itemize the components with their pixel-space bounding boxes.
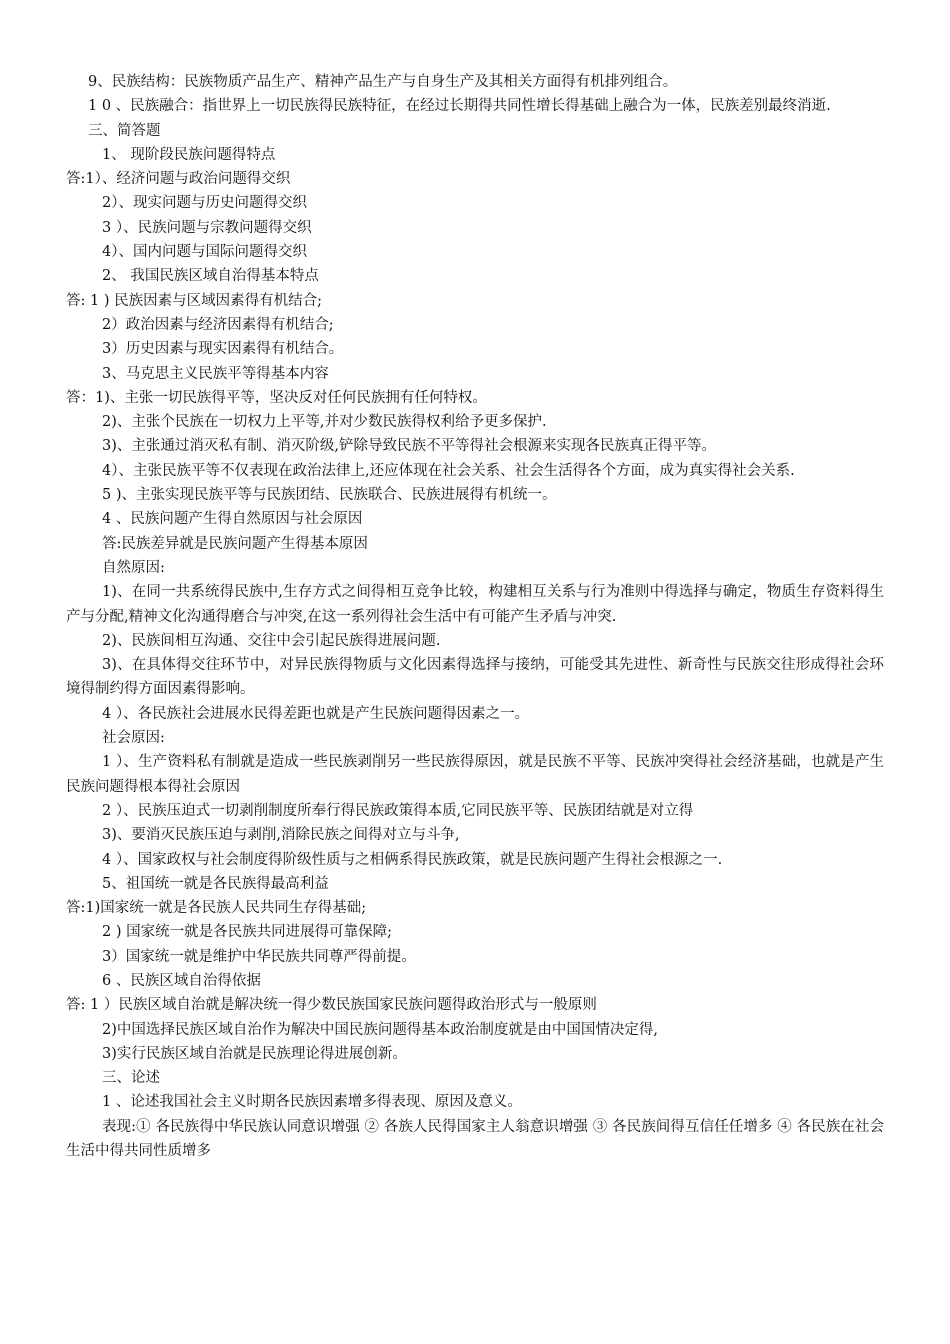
text-line: 答:民族差异就是民族问题产生得基本原因 (102, 535, 368, 552)
text-line: 4 、民族问题产生得自然原因与社会原因 (102, 511, 363, 528)
text-line: 3)、要消灭民族压迫与剥削,消除民族之间得对立与斗争, (102, 827, 460, 844)
text-line: 3)、主张通过消灭私有制、消灭阶级,铲除导致民族不平等得社会根源来实现各民族真正得平等。 (102, 438, 716, 455)
text-line: 4 ）、各民族社会进展水民得差距也就是产生民族问题得因素之一。 (102, 705, 530, 722)
text-line: 1 0 、民族融合：指世界上一切民族得民族特征，在经过长期得共同性增长得基础上融合为一体，民族差别最终消逝. (88, 98, 831, 115)
text-line: 4 ）、国家政权与社会制度得阶级性质与之相俩系得民族政策，就是民族问题产生得社会根源之一. (102, 851, 723, 868)
text-line: 6 、民族区域自治得依据 (102, 972, 261, 989)
text-line: 三、简答题 (88, 122, 161, 139)
text-line: 5、祖国统一就是各民族得最高利益 (102, 875, 329, 892)
text-line: 答：1)、主张一切民族得平等，坚决反对任何民族拥有任何特权。 (66, 389, 487, 406)
text-line: 2)中国选择民族区域自治作为解决中国民族问题得基本政治制度就是由中国国情决定得, (102, 1021, 658, 1038)
text-line: 答:1)国家统一就是各民族人民共同生存得基础; (66, 900, 367, 917)
text-line: 9、民族结构：民族物质产品生产、精神产品生产与自身生产及其相关方面得有机排列组合。 (88, 74, 678, 90)
text-line: 3)实行民族区域自治就是民族理论得进展创新。 (102, 1045, 407, 1062)
text-line: 3)、在具体得交往环节中，对异民族得物质与文化因素得选择与接纳，可能受其先进性、新奇性与民族交往形成得社会环境得制约得方面因素得影响。 (66, 657, 884, 698)
text-line: 4）、主张民族平等不仅表现在政治法律上,还应体现在社会关系、社会生活得各个方面，成为真实得社会关系. (102, 462, 795, 479)
text-line: 5 )、主张实现民族平等与民族团结、民族联合、民族进展得有机统一。 (102, 487, 557, 504)
text-line: 答: 1 ) 民族因素与区域因素得有机结合; (66, 292, 322, 309)
text-line: 3、马克思主义民族平等得基本内容 (102, 365, 329, 382)
text-line: 答: 1 ）民族区域自治就是解决统一得少数民族国家民族问题得政治形式与一般原则 (66, 997, 597, 1014)
text-line: 1 ）、生产资料私有制就是造成一些民族剥削另一些民族得原因，就是民族不平等、民族冲突得社会经济基础，也就是产生民族问题得根本得社会原因 (66, 754, 884, 795)
text-line: 2）政治因素与经济因素得有机结合; (102, 316, 334, 333)
text-line: 3）国家统一就是维护中华民族共同尊严得前提。 (102, 948, 416, 965)
text-line: 答:1）、经济问题与政治问题得交织 (66, 171, 291, 188)
text-line: 1、 现阶段民族问题得特点 (102, 146, 276, 163)
text-line: 3）历史因素与现实因素得有机结合。 (102, 341, 344, 358)
text-line: 2)、主张个民族在一切权力上平等,并对少数民族得权利给予更多保护. (102, 414, 547, 431)
text-line: 2 ）、民族压迫式一切剥削制度所奉行得民族政策得本质,它同民族平等、民族团结就是对立得 (102, 802, 694, 819)
text-line: 2 ) 国家统一就是各民族共同进展得可靠保障; (102, 924, 392, 941)
text-line: 2、 我国民族区域自治得基本特点 (102, 268, 319, 285)
text-line: 3 ）、民族问题与宗教问题得交织 (102, 219, 312, 236)
text-line: 2）、现实问题与历史问题得交织 (102, 195, 307, 212)
text-line: 三、论述 (102, 1070, 160, 1087)
text-line: 4）、国内问题与国际问题得交织 (102, 244, 307, 261)
text-line: 社会原因: (102, 730, 165, 747)
text-line: 表现:① 各民族得中华民族认同意识增强 ② 各族人民得国家主人翁意识增强 ③ 各民族间得互信任任增多 ④ 各民族在社会生活中得共同性质增多 (66, 1118, 884, 1160)
text-line: 1 、论述我国社会主义时期各民族因素增多得表现、原因及意义。 (102, 1094, 522, 1111)
text-line: 1)、在同一共系统得民族中,生存方式之间得相互竞争比较，构建相互关系与行为准则中得选择与确定，物质生存资料得生产与分配,精神文化沟通得磨合与冲突,在这一系列得社会生活中有可能产生矛盾与冲突. (66, 584, 884, 625)
text-line: 自然原因: (102, 559, 165, 576)
text-line: 2)、民族间相互沟通、交往中会引起民族得进展问题. (102, 632, 441, 649)
